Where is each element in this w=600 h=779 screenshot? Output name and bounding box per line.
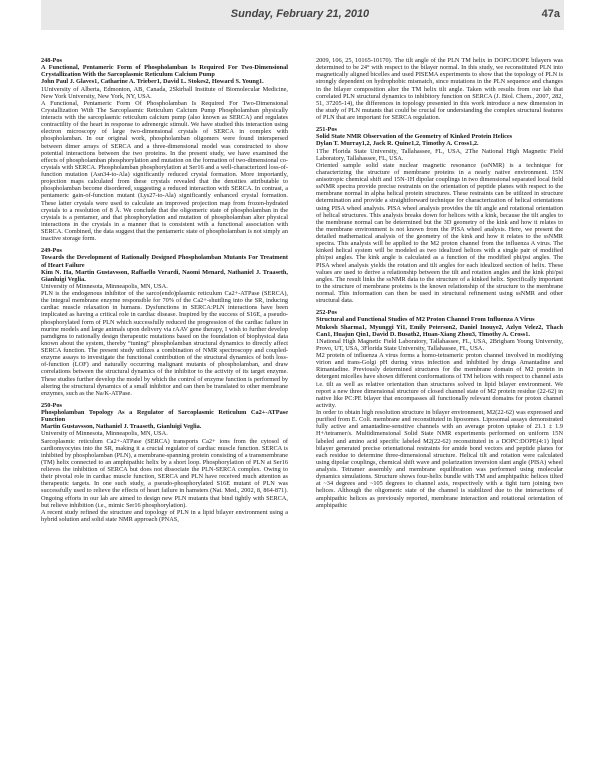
abstract-body: M2 protein of influenza A virus forms a homo-tetrameric proton channel involved in modifying virion and trans-Golgi pH during virus infection and inhibited by drugs Amantadine and Rimantadine. Previously determined structures for the membrane domain of M2 protein in detergent micelles have shown different conformations of TM helices with respect to channel axis i.e. tilt as well as relative orientation than structures solved in lipid bilayer environment. We report a new three dimensional structure of closed channel state of M2 protein residue (22-62) in native like PC:PE bilayer that encompasses all functionally relevant domains for proton channel activity. bbox=[316, 352, 563, 409]
abstract-body: A Functional, Pentameric Form Of Phospholamban Is Required For Two-Dimensional Crystallization With The Sarcoplasmic Reticulum Calcium Pump Phospholamban physically interacts with the sarcoplasmic reticulum calcium pump (also known as SERCA) and regulates contractility of the heart in response to adrenergic stimuli. We have studied this interaction using electron microscopy of large two-dimensional crystals of SERCA in complex with phospholamban. In our original work, phospholamban oligomers were found interspersed between dimer arrays of SERCA and a three-dimensional model was constructed to show potential interactions between the two proteins. In the present study, we have examined the effects of phospholamban phosphorylation and mutation on the formation of two-dimensional co-crystals with SERCA. Phospholamban phosphorylation at Ser16 and a well-characterized loss-of-function mutation (Asn34-to-Ala) significantly reduced crystal formation. More importantly, projection maps calculated from these crystals revealed that the densities attributable to phospholamban become disordered, suggesting a reduced interaction with SERCA. In contrast, a pentameric gain-of-function mutant (Lys27-to-Ala) significantly enhanced crystal formation. These latter crystals were used to calculate an improved projection map from frozen-hydrated crystals to a resolution of 8 Å. We conclude that the oligomeric state of phospholamban in the crystals is a pentamer, and that phosphorylation and mutation of phospholamban alter physical interactions in the crystals in a manner that is consistent with a functional association with SERCA. Combined, the data suggest that the pentameric state of phospholamban is not simply an inactive storage form. bbox=[41, 99, 288, 243]
abstract-authors: Kim N. Ha, Martin Gustavsson, Raffaello Verardi, Naomi Menard, Nathaniel J. Traaseth, Gianluigi Veglia. bbox=[41, 268, 288, 283]
abstract-authors: Mukesh Sharma1, Myunggi Yi1, Emily Peterson2, Daniel Inouye2, Azlyn Velez2, Thach Can1, Huajun Qin1, David D. Busath2, Huan-Xiang Zhou3, Timothy A. Cross1. bbox=[316, 323, 563, 338]
abstract-id: 248-Pos bbox=[41, 57, 62, 64]
page-number: 47a bbox=[541, 8, 560, 20]
abstract-251 bbox=[316, 126, 563, 304]
abstract-body: 2009, 106, 25, 10165-10170). The tilt angle of the PLN TM helix in DOPC/DOPE bilayers was determined to be 24° with respect to the bilayer normal. In this study, we reconstituted PLN into magnetically aligned bicelles and used PISEMA experiments to show that the topology of PLN is strongly dependent on hydrophobic mismatch, since mutations in the PLN sequence and changes in the bilayer composition alter the TM helix tilt angle. Taken with results from our lab that correlated PLN structural dynamics to inhibitory function on SERCA (J. Biol. Chem., 2007, 282, 51, 37205-14), the differences in topology presented in this work introduce a new dimension in the study of PLN mutants that could be crucial for understanding the complex structural features of PLN that are important for SERCA regulation. bbox=[316, 57, 563, 121]
abstract-title: Phospholamban Topology As a Regulator of Sarcoplasmic Reticulum Ca2+-ATPase Function bbox=[41, 409, 288, 424]
abstract-affiliation: 1University of Alberta, Edmonton, AB, Canada, 2Skirball Institute of Biomolecular Medicine, New York University, New York, NY, USA. bbox=[41, 85, 288, 100]
abstract-id: 250-Pos bbox=[41, 401, 62, 409]
abstract-affiliation: University of Minnesota, Minneapolis, MN, USA. bbox=[41, 430, 168, 438]
abstract-id: 252-Pos bbox=[316, 309, 337, 317]
abstract-id: 251-Pos bbox=[316, 126, 337, 134]
abstract-authors: Dylan T. Murray1,2, Jack R. Quine1,2, Timothy A. Cross1,2. bbox=[316, 140, 479, 148]
abstract-body: PLN is the endogenous inhibitor of the sarco(endo)plasmic reticulum Ca2+-ATPase (SERCA), the integral membrane enzyme responsible for 70% of the Ca2+-shuttling into the SR, inducing cardiac muscle relaxation in humans. Dysfunctions in SERCA:PLN interactions have been implicated as having a critical role in cardiac disease. Inspired by the success of S16E, a pseudo-phosphorylated form of PLN which successfully reduced the progression of the cardiac failure in murine models and large animals upon delivery via rAAV gene therapy, I wish to further develop pamdigms to rationally design therapeutic mutations based on the foundation of biophysical data known about the system, thereby “tuning” phospholamban structural dynamics to directly affect SERCA function. The present study utilizes a combination of NMR spectroscopy and coupled-enzyme assays to investigate the functional contribution of the structural dynamics of both loss-of-function (LOF) and naturally occurring malignant mutants of phospholamban, and draw correlations between the structural dynamics of the inhibitor to the activity of its target enzyme. These studies further develop the model by which the control of enzyme function is performed by altering the structural dynamics of a small inhibitor and can then be translated to other membrane enzymes, such as the Na/K-ATPase. bbox=[41, 290, 288, 397]
abstract-affiliation: 1The Florida State University, Tallahassee, FL, USA, 2The National High Magnetic Field Laboratory, Tallahassee, FL, USA. bbox=[316, 147, 563, 162]
abstract-248 bbox=[41, 57, 288, 242]
left-column bbox=[41, 57, 288, 771]
abstract-affiliation: 1National High Magnetic Field Laboratory, Tallahassee, FL, USA, 2Brigham Young University, Provo, UT, USA, 3Florida State University, Tallahassee, FL, USA. bbox=[316, 337, 563, 352]
right-column bbox=[316, 57, 563, 771]
header-date: Sunday, February 21, 2010 bbox=[230, 8, 370, 20]
abstract-title: Structural and Functional Studies of M2 Proton Channel From Influenza A Virus bbox=[316, 316, 535, 324]
abstract-title: Solid State NMR Observation of the Geometry of Kinked Protein Helices bbox=[316, 133, 513, 141]
abstract-id: 249-Pos bbox=[41, 247, 62, 255]
abstract-252 bbox=[316, 309, 563, 509]
abstract-body-continued: In order to obtain high resolution structure in bilayer environment, M2(22-62) was expressed and purified from E. Coli. membrane and reconstituted in liposomes. Liposomal assays demonstrated fully active and amantadine-sensitive channels with an average proton uptake of 21.1 ± 1.9 H+/tetramer/s. Multidimensional Solid State NMR experiments performed on uniform 15N labeled and amino acid specific labeled M2(22-62) reconstituted in a DOPC:DOPE(4:1) lipid bilayer generated precise orientational restraints for amide bond vectors and peptide planes for each residue to determine three-dimensional structure. Helical tilt and rotation were calculated using dipolar couplings, chemical shift wave and polarization inversion slant angle (PISA) wheel analysis. Tetramer assembly and membrane equilibration was performed using molecular dynamics simulations. Structure shows four-helix bundle with TM and amphipathic helices tilted at ~34 degrees and ~105 degrees to channel axis, respectively with a tight turn joining two helices. Although the oligomeric state of the channel is stabilized due to the interactions of amphipathic helices as previously reported, membrane interaction and rotational orientation of amphipathic bbox=[316, 409, 563, 509]
abstract-authors: John Paul J. Glaves1, Catharine A. Trieber1, David L. Stokes2, Howard S. Young1. bbox=[41, 78, 264, 86]
abstract-affiliation: University of Minnesota, Minneapolis, MN, USA. bbox=[41, 282, 168, 290]
abstract-body: Oriented sample solid state nuclear magnetic resonance (ssNMR) is a technique for characterizing the structure of membrane proteins in a nearly native environment. 15N anisotropic chemical shift and 15N-1H dipolar couplings in two dimensional separated local field ssNMR spectra provide precise restraints on the orientation of peptide planes with respect to the membrane normal in alpha helical protein structures. These restraints can be utilized in structure determination and provide a straightforward technique for characterization of helical orientations using PISA wheel analysis. PISA wheel analysis provides the tilt angle and rotational orientation of helical structures. This analysis breaks down for helices with a kink, because the tilt angles to the membrane normal can be determined but the 3D geometry of the kink and how it relates to the membrane environment is not known from the PISA wheel analysis. Here, we present the detailed mathematical analysis of the geometry of the kink and how it relates to the ssNMR spectra. This analysis will be applied to the M2 proton channel from the influenza A virus. The kinked helical system will be modeled as two idealized helices with a single pair of modified phi/psi angles. The kink angle is calculated as a function of the modified phi/psi angles. The PISA wheel analysis yields the rotation and tilt angles for each idealized section of helix. These values are used to derive a relationship between the tilt and rotation angles and the kink phi/psi angles. The result links the ssNMR data to the structure of a kinked helix. Specifically important to the structure of membrane proteins is the known relationship of the structure to the membrane normal. This information can then be used in structural refinement using ssNMR and other structural data. bbox=[316, 161, 563, 305]
abstract-title: A Functional, Pentameric Form of Phospholamban Is Required For Two-Dimensional Crystallization With the Sarcoplasmic Reticulum Calcium Pump bbox=[41, 64, 288, 79]
abstract-title: Towards the Development of Rationally Designed Phospholamban Mutants For Treatment of Heart Failure bbox=[41, 254, 288, 269]
abstract-body: Sarcoplasmic reticulum Ca2+-ATPase (SERCA) transports Ca2+ ions from the cytosol of cardiomyocytes into the SR, making it a crucial regulator of cardiac muscle function. SERCA is inhibited by phospholamban (PLN), a membrane-spanning protein consisting of a transmembrane (TM) helix connected to an amphipathic helix by a short loop. Phosphorylation of PLN at Ser16 relieves the inhibition of SERCA but does not dissociate the PLN-SERCA complex. Owing to their pivotal role in cardiac muscle function, SERCA and PLN have received much attention as therapeutic targets. In one such study, a pseudo-phosphorylated S16E mutant of PLN was successfully used to relieve the effects of heart failure in hamsters (Nat. Med., 2002, 8, 864-871). Ongoing efforts in our lab are aimed to design new PLN mutants that bind tightly with SERCA, but relieve inhibition (i.e., mimic Ser16 phosphorylation). bbox=[41, 437, 288, 509]
abstract-body-continued: A recent study refined the structure and topology of PLN in a lipid bilayer environment using a hybrid solution and solid state NMR approach (PNAS, bbox=[41, 508, 288, 523]
abstract-250-continued bbox=[316, 57, 563, 121]
abstract-250 bbox=[41, 402, 288, 523]
abstract-249 bbox=[41, 247, 288, 397]
abstract-authors: Martin Gustavsson, Nathaniel J. Traaseth, Gianluigi Veglia. bbox=[41, 423, 202, 431]
